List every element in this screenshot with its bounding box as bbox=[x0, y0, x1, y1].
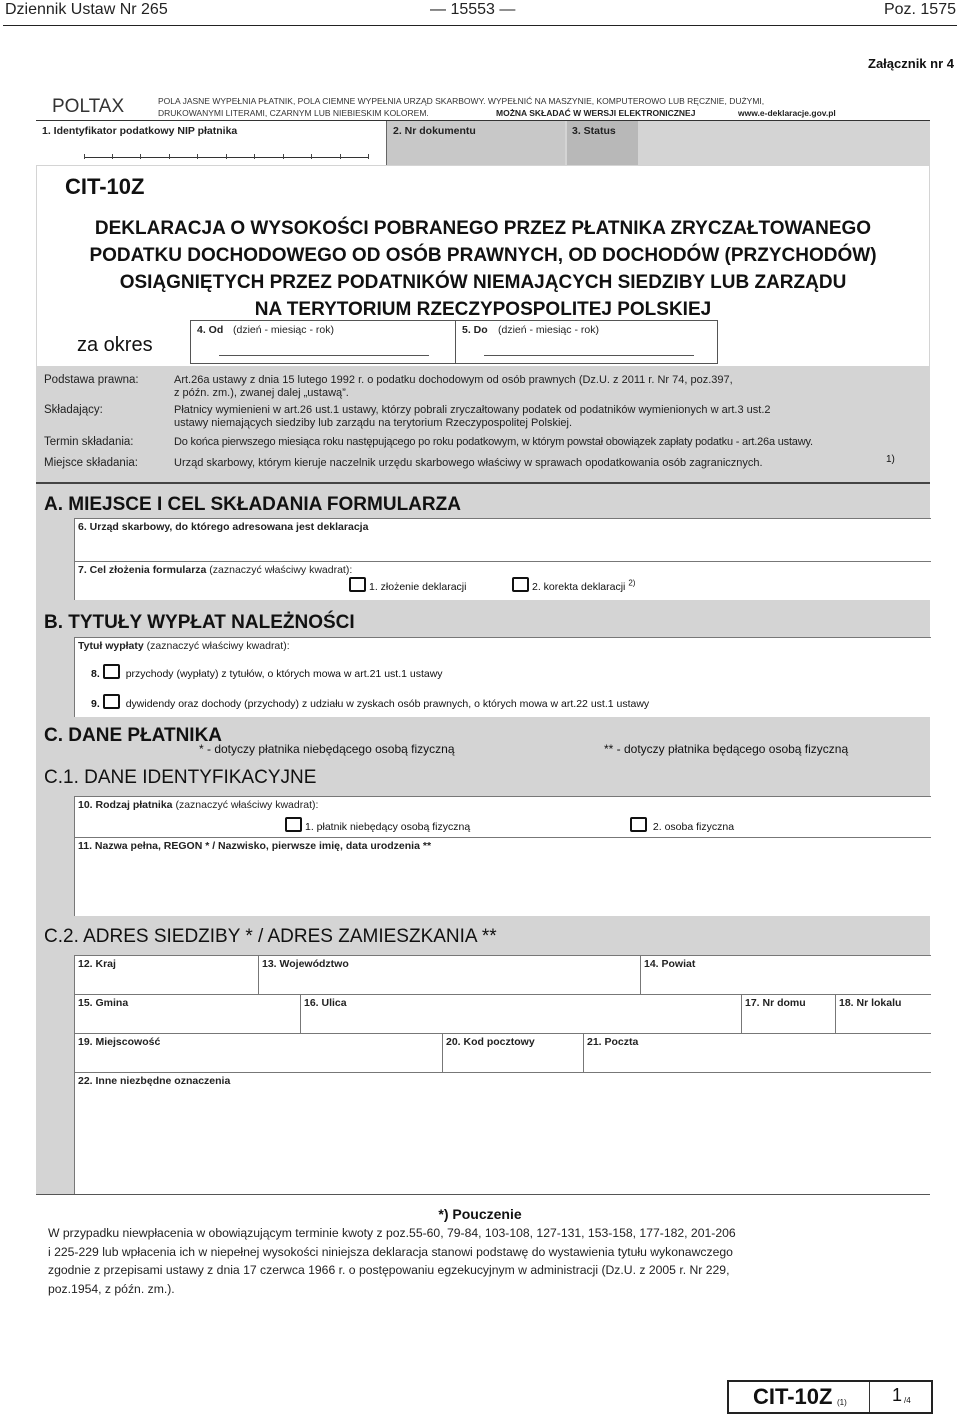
form-title-line2: PODATKU DOCHODOWEGO OD OSÓB PRAWNYCH, OD DOCHODÓW (PRZYCHODÓW) bbox=[89, 245, 877, 266]
period-to-label: 5. Do bbox=[462, 324, 488, 336]
apartment-number-field[interactable] bbox=[835, 994, 931, 1033]
county-label: 14. Powiat bbox=[644, 958, 696, 970]
payer-type-label bbox=[78, 799, 318, 811]
option-declaration[interactable] bbox=[349, 577, 466, 593]
period-from-label: 4. Od bbox=[197, 324, 224, 336]
footer-box bbox=[727, 1380, 933, 1414]
item8-label: przychody (wypłaty) z tytułów, o których mowa w art.21 ust.1 ustawy bbox=[125, 668, 443, 680]
commune-label: 15. Gmina bbox=[78, 997, 129, 1009]
journal-title: Dziennik Ustaw Nr 265 bbox=[5, 1, 168, 18]
checkbox-icon[interactable] bbox=[285, 817, 302, 832]
option-non-natural-person-label: 1. płatnik niebędący osobą fizyczną bbox=[305, 821, 471, 833]
note-natural-person: ** - dotyczy płatnika będącego osobą fizyczną bbox=[604, 742, 849, 756]
payment-title-field bbox=[74, 637, 931, 717]
instruction-line2: i 225-229 lub wpłacenia ich w niepełnej wysokości niniejsza deklaracja stanowi podstawę do wystawienia tytułu wykonawczego bbox=[48, 1244, 733, 1259]
document-number-field bbox=[387, 121, 565, 165]
post-office-field[interactable] bbox=[583, 1033, 931, 1072]
tax-office-field[interactable] bbox=[74, 518, 931, 561]
status-field bbox=[567, 121, 638, 165]
country-field[interactable] bbox=[74, 955, 258, 994]
city-label: 19. Miejscowość bbox=[78, 1036, 161, 1048]
postal-code-label: 20. Kod pocztowy bbox=[446, 1036, 535, 1048]
option-non-natural-person[interactable] bbox=[285, 817, 470, 833]
electronic-submission-note: MOŻNA SKŁADAĆ W WERSJI ELEKTRONICZNEJ bbox=[496, 108, 696, 118]
section-a-title: A. MIEJSCE I CEL SKŁADANIA FORMULARZA bbox=[44, 494, 461, 515]
deadline-label: Termin składania: bbox=[44, 436, 134, 448]
other-designations-field[interactable] bbox=[74, 1072, 931, 1195]
form-title-line1: DEKLARACJA O WYSOKOŚCI POBRANEGO PRZEZ PŁATNIKA ZRYCZAŁTOWANEGO bbox=[94, 218, 872, 239]
section-b-title: B. TYTUŁY WYPŁAT NALEŻNOŚCI bbox=[44, 612, 355, 633]
other-designations-label: 22. Inne niezbędne oznaczenia bbox=[78, 1075, 231, 1087]
form-title-line4: NA TERYTORIUM RZECZYPOSPOLITEJ POLSKIEJ bbox=[254, 299, 712, 320]
street-field[interactable] bbox=[300, 994, 741, 1033]
instruction-line3: zgodnie z przepisami ustawy z dnia 17 czerwca 1966 r. o postępowaniu egzekucyjnym w administracji (Dz.U. z 2005 r. Nr 229, bbox=[48, 1263, 730, 1277]
street-label: 16. Ulica bbox=[304, 997, 347, 1009]
form-title bbox=[37, 215, 929, 323]
checkbox-icon[interactable] bbox=[103, 664, 120, 679]
period-to-hint: (dzień - miesiąc - rok) bbox=[498, 324, 599, 336]
option-natural-person[interactable] bbox=[630, 817, 734, 833]
poltax-logo: POLTAX bbox=[52, 96, 125, 117]
purpose-hint: (zaznaczyć właściwy kwadrat): bbox=[209, 564, 353, 576]
period-label: za okres bbox=[77, 334, 153, 356]
period-from-field[interactable] bbox=[190, 320, 456, 364]
place-text: Urząd skarbowy, którym kieruje naczelnik urzędu skarbowego właściwy w sprawach opodatkowania osób zagranicznych. bbox=[174, 457, 763, 469]
period-from-hint: (dzień - miesiąc - rok) bbox=[233, 324, 334, 336]
option-declaration-label: 1. złożenie deklaracji bbox=[369, 581, 467, 593]
place-label: Miejsce składania: bbox=[44, 457, 138, 469]
deadline-text: Do końca pierwszego miesiąca roku następującego po roku podatkowym, w którym powstał obowiązek zapłaty podatku - art.26a ustawy. bbox=[174, 436, 813, 448]
form-instruction-line1: POLA JASNE WYPEŁNIA PŁATNIK, POLA CIEMNE WYPEŁNIA URZĄD SKARBOWY. WYPEŁNIĆ NA MASZYNIE, KOMPUTEROWO LUB RĘCZNIE, DUŻYMI, bbox=[158, 96, 765, 106]
payment-title-text: Tytuł wypłaty bbox=[78, 640, 144, 652]
place-footnote: 1) bbox=[886, 454, 895, 465]
form-instruction-line2: DRUKOWANYMI LITERAMI, CZARNYM LUB NIEBIESKIM KOLOREM. bbox=[158, 108, 429, 118]
tax-office-label: 6. Urząd skarbowy, do którego adresowana jest deklaracja bbox=[78, 521, 369, 533]
apartment-number-label: 18. Nr lokalu bbox=[839, 997, 902, 1009]
footer-code-cell bbox=[729, 1382, 870, 1412]
house-number-field[interactable] bbox=[741, 994, 835, 1033]
item8-number: 8. bbox=[91, 668, 100, 680]
form-title-line3: OSIĄGNIĘTYCH PRZEZ PODATNIKÓW NIEMAJĄCYCH SIEDZIBY LUB ZARZĄDU bbox=[119, 272, 847, 293]
form-bottom-rule bbox=[36, 1194, 930, 1195]
option-correction-note: 2) bbox=[628, 578, 636, 588]
name-field[interactable] bbox=[74, 837, 931, 916]
attachment-label: Załącznik nr 4 bbox=[868, 56, 954, 71]
purpose-label bbox=[78, 564, 352, 576]
status-label: 3. Status bbox=[572, 125, 616, 137]
payer-type-field bbox=[74, 796, 931, 837]
payer-type-hint: (zaznaczyć właściwy kwadrat): bbox=[175, 799, 319, 811]
checkbox-icon[interactable] bbox=[512, 577, 529, 592]
filer-label: Składający: bbox=[44, 404, 103, 416]
county-field[interactable] bbox=[640, 955, 931, 994]
option-item9[interactable] bbox=[91, 694, 649, 710]
period-from-line bbox=[219, 355, 429, 356]
purpose-label-text: 7. Cel złożenia formularza bbox=[78, 564, 207, 576]
voivodeship-label: 13. Województwo bbox=[262, 958, 349, 970]
footer-version: (1) bbox=[837, 1398, 847, 1407]
note-legal-entity: * - dotyczy płatnika niebędącego osobą fizyczną bbox=[199, 742, 455, 756]
website-link[interactable]: www.e-deklaracje.gov.pl bbox=[738, 108, 836, 118]
filer-text-2: ustawy niemających siedziby lub zarządu na terytorium Rzeczypospolitej Polskiej. bbox=[174, 417, 573, 429]
option-item8[interactable] bbox=[91, 664, 443, 680]
option-natural-person-label: 2. osoba fizyczna bbox=[652, 821, 735, 833]
instruction-title: *) Pouczenie bbox=[438, 1206, 522, 1222]
page-number: — 15553 — bbox=[430, 1, 516, 18]
period-to-field[interactable] bbox=[455, 320, 718, 364]
house-number-label: 17. Nr domu bbox=[745, 997, 806, 1009]
footer-page-cell bbox=[870, 1382, 931, 1412]
item9-label: dywidendy oraz dochody (przychody) z udziału w zyskach osób prawnych, o których mowa w art.22 ust.1 ustawy bbox=[125, 698, 650, 710]
payment-title-hint: (zaznaczyć właściwy kwadrat): bbox=[146, 640, 290, 652]
instruction-line1: W przypadku niewpłacenia w obowiązującym terminie kwoty z poz.55-60, 79-84, 103-108, 127-131, 153-158, 177-182, 201-206 bbox=[48, 1226, 736, 1240]
checkbox-icon[interactable] bbox=[103, 694, 120, 709]
option-correction[interactable] bbox=[512, 577, 635, 593]
checkbox-icon[interactable] bbox=[630, 817, 647, 832]
city-field[interactable] bbox=[74, 1033, 442, 1072]
payer-type-text: 10. Rodzaj płatnika bbox=[78, 799, 173, 811]
legal-basis-label: Podstawa prawna: bbox=[44, 374, 139, 386]
legal-basis-text-2: z późn. zm.), zwanej dalej „ustawą”. bbox=[174, 387, 349, 399]
form-code: CIT-10Z bbox=[65, 174, 145, 199]
option-correction-label: 2. korekta deklaracji bbox=[532, 581, 626, 593]
section-a-rule bbox=[36, 482, 930, 484]
country-label: 12. Kraj bbox=[78, 958, 116, 970]
section-c1-title: C.1. DANE IDENTYFIKACYJNE bbox=[44, 767, 317, 788]
item9-number: 9. bbox=[91, 698, 100, 710]
section-c2-title: C.2. ADRES SIEDZIBY * / ADRES ZAMIESZKANIA ** bbox=[44, 926, 497, 947]
voivodeship-field[interactable] bbox=[258, 955, 640, 994]
legal-basis-text-1: Art.26a ustawy z dnia 15 lutego 1992 r. o podatku dochodowym od osób prawnych (Dz.U. z 2011 r. Nr 74, poz.397, bbox=[174, 374, 733, 386]
payment-title-label bbox=[78, 640, 290, 652]
footer-form-code: CIT-10Z bbox=[753, 1384, 833, 1409]
section-c-title: C. DANE PŁATNIKA bbox=[44, 725, 223, 746]
period-to-line bbox=[484, 355, 694, 356]
name-field-label: 11. Nazwa pełna, REGON * / Nazwisko, pierwsze imię, data urodzenia ** bbox=[78, 840, 432, 852]
post-office-label: 21. Poczta bbox=[587, 1036, 639, 1048]
commune-field[interactable] bbox=[74, 994, 300, 1033]
checkbox-icon[interactable] bbox=[349, 577, 366, 592]
instruction-line4: poz.1954, z późn. zm.). bbox=[48, 1281, 175, 1296]
position-number: Poz. 1575 bbox=[883, 1, 956, 18]
nip-field[interactable] bbox=[36, 121, 387, 165]
nip-field-label: 1. Identyfikator podatkowy NIP płatnika bbox=[42, 125, 238, 137]
postal-code-field[interactable] bbox=[442, 1033, 583, 1072]
instruction-text bbox=[48, 1224, 918, 1298]
footer-page-number: 1 bbox=[892, 1385, 903, 1405]
header-divider bbox=[3, 25, 957, 26]
footer-page-count: /4 bbox=[904, 1396, 911, 1405]
document-number-label: 2. Nr dokumentu bbox=[393, 125, 476, 137]
filer-text-1: Płatnicy wymienieni w art.26 ust.1 ustawy, którzy pobrali zryczałtowany podatek od podatników wymienionych w art.3 ust.2 bbox=[174, 404, 771, 416]
purpose-field bbox=[74, 561, 931, 600]
